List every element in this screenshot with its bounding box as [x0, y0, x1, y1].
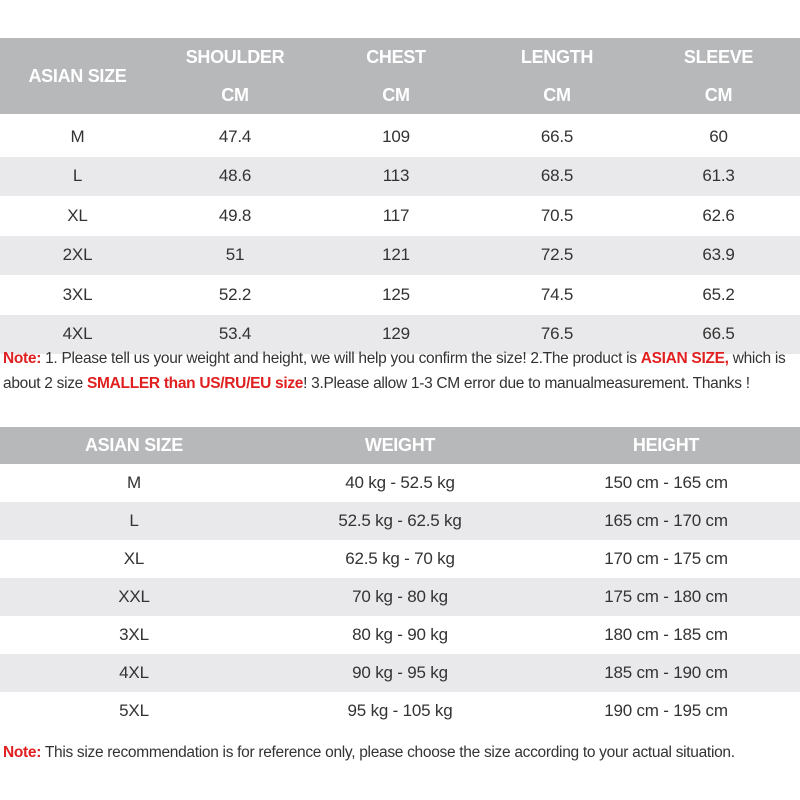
cell-size: XXL — [118, 587, 150, 606]
table-row — [0, 540, 800, 578]
cell-chest: 117 — [382, 205, 410, 225]
cell-weight: 80 kg - 90 kg — [352, 625, 448, 644]
cell-size: XL — [67, 205, 88, 225]
table-row — [0, 117, 800, 157]
cell-length: 72.5 — [540, 245, 574, 265]
cell-sleeve: 62.6 — [702, 205, 735, 225]
cell-length: 76.5 — [540, 324, 574, 344]
header-height: HEIGHT — [632, 435, 700, 455]
table-row — [0, 157, 800, 197]
cell-height: 165 cm - 170 cm — [604, 511, 728, 530]
cell-size: M — [70, 126, 85, 146]
cell-weight: 70 kg - 80 kg — [352, 587, 448, 606]
cell-shoulder: 47.4 — [218, 126, 252, 146]
cell-weight: 90 kg - 95 kg — [352, 663, 448, 682]
cell-size: L — [72, 166, 83, 186]
header-asian-size: ASIAN SIZE — [28, 66, 127, 86]
cell-chest: 109 — [382, 126, 410, 146]
cell-sleeve: 65.2 — [702, 284, 735, 304]
cell-height: 190 cm - 195 cm — [604, 701, 728, 720]
cell-length: 66.5 — [540, 126, 574, 146]
cell-size: 3XL — [62, 284, 93, 304]
table-row — [0, 464, 800, 502]
cell-size: L — [129, 511, 139, 530]
cell-chest: 129 — [382, 324, 410, 344]
header-sleeve: SLEEVE CM — [683, 47, 754, 105]
cell-weight: 40 kg - 52.5 kg — [345, 473, 455, 492]
cell-size: 5XL — [119, 701, 149, 720]
note-highlight: SMALLER than US/RU/EU size — [87, 375, 304, 392]
cell-shoulder: 52.2 — [218, 284, 252, 304]
size-note — [3, 346, 797, 396]
cell-weight: 52.5 kg - 62.5 kg — [338, 511, 462, 530]
cell-weight: 62.5 kg - 70 kg — [345, 549, 455, 568]
cell-sleeve: 60 — [709, 126, 728, 146]
header-length: LENGTH CM — [520, 47, 594, 105]
note-label: Note: — [3, 350, 42, 367]
cell-shoulder: 49.8 — [218, 205, 252, 225]
note-text: which is about 2 size — [3, 350, 786, 392]
cell-size: XL — [123, 549, 145, 568]
cell-sleeve: 61.3 — [702, 166, 735, 186]
measurement-table — [0, 38, 800, 354]
cell-height: 185 cm - 190 cm — [604, 663, 728, 682]
header-chest: CHEST CM — [366, 47, 426, 105]
cell-size: 4XL — [119, 663, 149, 682]
table-row — [0, 616, 800, 654]
header-asian-size: ASIAN SIZE — [84, 435, 183, 455]
note-highlight: ASIAN SIZE, — [640, 350, 729, 367]
cell-sleeve: 66.5 — [702, 324, 735, 344]
table-row — [0, 654, 800, 692]
note-text: This size recommendation is for reference only, please choose the size according to your actual situation. — [41, 744, 735, 761]
note-text: ! 3.Please allow 1-3 CM error due to manualmeasurement. Thanks ! — [303, 375, 750, 392]
cell-size: 4XL — [62, 324, 93, 344]
table-row — [0, 502, 800, 540]
table-row — [0, 196, 800, 236]
cell-shoulder: 48.6 — [218, 166, 252, 186]
cell-sleeve: 63.9 — [702, 245, 735, 265]
measurement-table-header — [0, 38, 800, 114]
cell-chest: 125 — [382, 284, 410, 304]
cell-chest: 113 — [382, 166, 410, 186]
cell-height: 150 cm - 165 cm — [604, 473, 728, 492]
cell-length: 74.5 — [540, 284, 574, 304]
header-shoulder: SHOULDER CM — [185, 47, 285, 105]
reference-note — [3, 740, 797, 765]
cell-chest: 121 — [382, 245, 410, 265]
cell-size: 3XL — [119, 625, 149, 644]
cell-shoulder: 51 — [225, 245, 245, 265]
table-row — [0, 275, 800, 315]
note-text: 1. Please tell us your weight and height, we will help you confirm the size! 2.The product is — [41, 350, 641, 367]
recommendation-table — [0, 427, 800, 730]
cell-height: 170 cm - 175 cm — [604, 549, 728, 568]
cell-length: 68.5 — [540, 166, 574, 186]
header-weight: WEIGHT — [364, 435, 436, 455]
table-row — [0, 236, 800, 276]
cell-height: 175 cm - 180 cm — [604, 587, 728, 606]
cell-weight: 95 kg - 105 kg — [347, 701, 453, 720]
cell-height: 180 cm - 185 cm — [604, 625, 728, 644]
table-row — [0, 692, 800, 730]
cell-length: 70.5 — [540, 205, 574, 225]
cell-shoulder: 53.4 — [218, 324, 252, 344]
recommendation-table-header — [0, 427, 800, 464]
cell-size: 2XL — [62, 245, 93, 265]
note-label: Note: — [3, 744, 42, 761]
cell-size: M — [127, 473, 141, 492]
table-row — [0, 578, 800, 616]
